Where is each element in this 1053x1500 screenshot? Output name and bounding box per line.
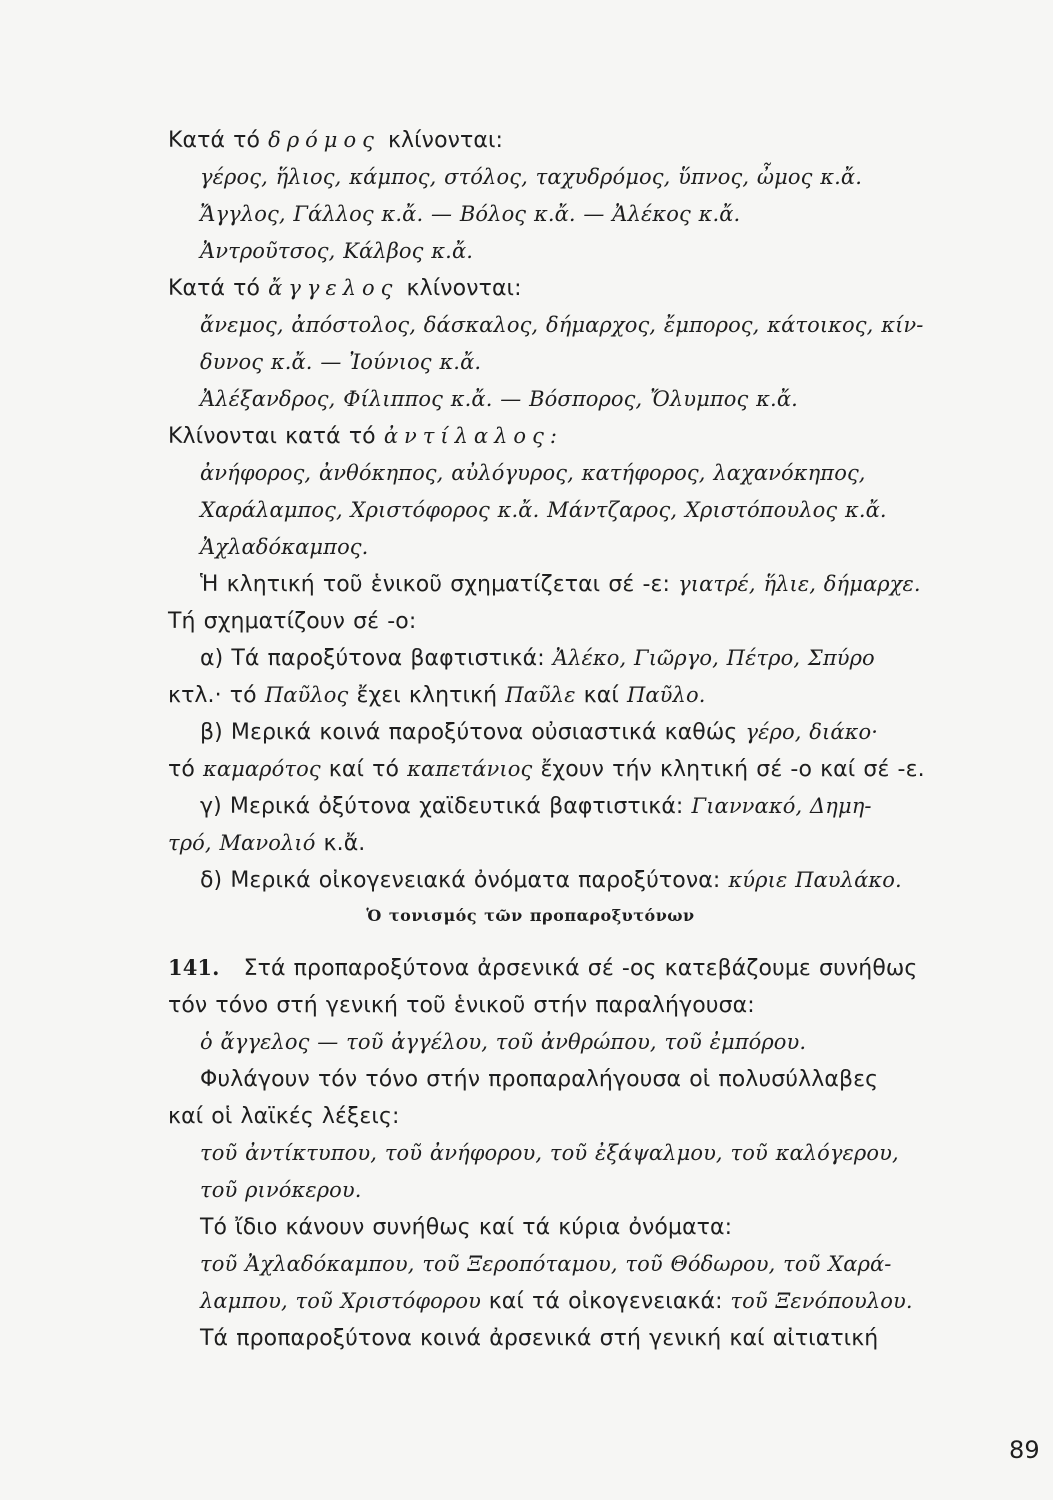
list-item: γ) Μερικά ὀξύτονα χαϊδευτικά βαφτιστικά: Γιαννακό, Δημη- — [200, 794, 872, 819]
text-line: τόν τόνο στή γενική τοῦ ἑνικοῦ στήν παραλήγουσα: — [168, 993, 755, 1018]
example-line: Ἄγγλος, Γάλλος κ.ἄ. — Βόλος κ.ἄ. — Ἀλέκος κ.ἄ. — [200, 202, 741, 226]
text-line: τρό, Μανολιό κ.ἄ. — [168, 831, 366, 856]
text-line: Ἡ κλητική τοῦ ἑνικοῦ σχηματίζεται σέ -ε: γιατρέ, ἥλιε, δήμαρχε. — [200, 572, 921, 597]
list-item: δ) Μερικά οἰκογενειακά ὀνόματα παροξύτονα: κύριε Παυλάκο. — [200, 868, 902, 893]
text-line: τό καμαρότος καί τό καπετάνιος ἔχουν τήν κλητική σέ -ο καί σέ -ε. — [168, 757, 925, 782]
example-line: ἀνήφορος, ἀνθόκηπος, αὐλόγυρος, κατήφορος, λαχανόκηπος, — [200, 461, 866, 485]
example-line: ὁ ἄγγελος — τοῦ ἀγγέλου, τοῦ ἀνθρώπου, τοῦ ἐμπόρου. — [200, 1030, 807, 1054]
text-line: Φυλάγουν τόν τόνο στήν προπαραλήγουσα οἱ πολυσύλλαβες — [200, 1067, 879, 1092]
example-line: λαμπου, τοῦ Χριστόφορου καί τά οἰκογενειακά: τοῦ Ξενόπουλου. — [200, 1289, 913, 1314]
example-line: τοῦ Ἀχλαδόκαμπου, τοῦ Ξεροπόταμου, τοῦ Θόδωρου, τοῦ Χαρά- — [200, 1252, 892, 1276]
example-line: Χαράλαμπος, Χριστόφορος κ.ἄ. Μάντζαρος, Χριστόπουλος κ.ἄ. — [200, 498, 887, 522]
text-line: Τά προπαροξύτονα κοινά ἀρσενικά στή γενική καί αἰτιατική — [200, 1326, 879, 1351]
example-line: Ἀντροῦτσος, Κάλβος κ.ἄ. — [200, 239, 474, 263]
page-number: 89 — [1009, 1436, 1040, 1464]
example-word: δρόμος — [268, 128, 380, 152]
example-line: δυνος κ.ἄ. — Ἰούνιος κ.ἄ. — [200, 350, 482, 374]
text-line: Κατά τό δρόμος κλίνονται: — [168, 128, 504, 153]
text-line: Τή σχηματίζουν σέ -ο: — [168, 609, 417, 634]
example-line: τοῦ ἀντίκτυπου, τοῦ ἀνήφορου, τοῦ ἐξάψαλμου, τοῦ καλόγερου, — [200, 1141, 899, 1165]
example-line: ἄνεμος, ἀπόστολος, δάσκαλος, δήμαρχος, ἔμπορος, κάτοικος, κίν- — [200, 313, 924, 337]
section-number: 141. — [168, 955, 220, 980]
list-item: β) Μερικά κοινά παροξύτονα οὐσιαστικά καθώς γέρο, διάκο· — [200, 720, 879, 745]
text-line: Κλίνονται κατά τό ἀντίλαλος: — [168, 424, 563, 449]
text-line: Κατά τό ἄγγελος κλίνονται: — [168, 276, 522, 301]
example-word: ἄγγελος — [268, 276, 399, 300]
example-line: Ἀλέξανδρος, Φίλιππος κ.ἄ. — Βόσπορος, Ὄλυμπος κ.ἄ. — [200, 387, 798, 411]
example-word: ἀντίλαλος: — [383, 424, 563, 448]
example-line: γέρος, ἥλιος, κάμπος, στόλος, ταχυδρόμος, ὕπνος, ὦμος κ.ἄ. — [200, 165, 862, 189]
example-line: τοῦ ρινόκερου. — [200, 1178, 362, 1202]
section-heading: Ὁ τονισμός τῶν προπαροξυτόνων — [366, 906, 695, 925]
text-line: Τό ἴδιο κάνουν συνήθως καί τά κύρια ὀνόματα: — [200, 1215, 733, 1240]
list-item: α) Τά παροξύτονα βαφτιστικά: Ἀλέκο, Γιῶργο, Πέτρο, Σπύρο — [200, 646, 875, 671]
paragraph-start: 141. Στά προπαροξύτονα ἀρσενικά σέ -ος κατεβάζουμε συνήθως — [168, 955, 918, 981]
example-line: Ἀχλαδόκαμπος. — [200, 535, 369, 559]
text-line: κτλ.· τό Παῦλος ἔχει κλητική Παῦλε καί Παῦλο. — [168, 683, 706, 708]
text-line: καί οἱ λαϊκές λέξεις: — [168, 1104, 400, 1129]
